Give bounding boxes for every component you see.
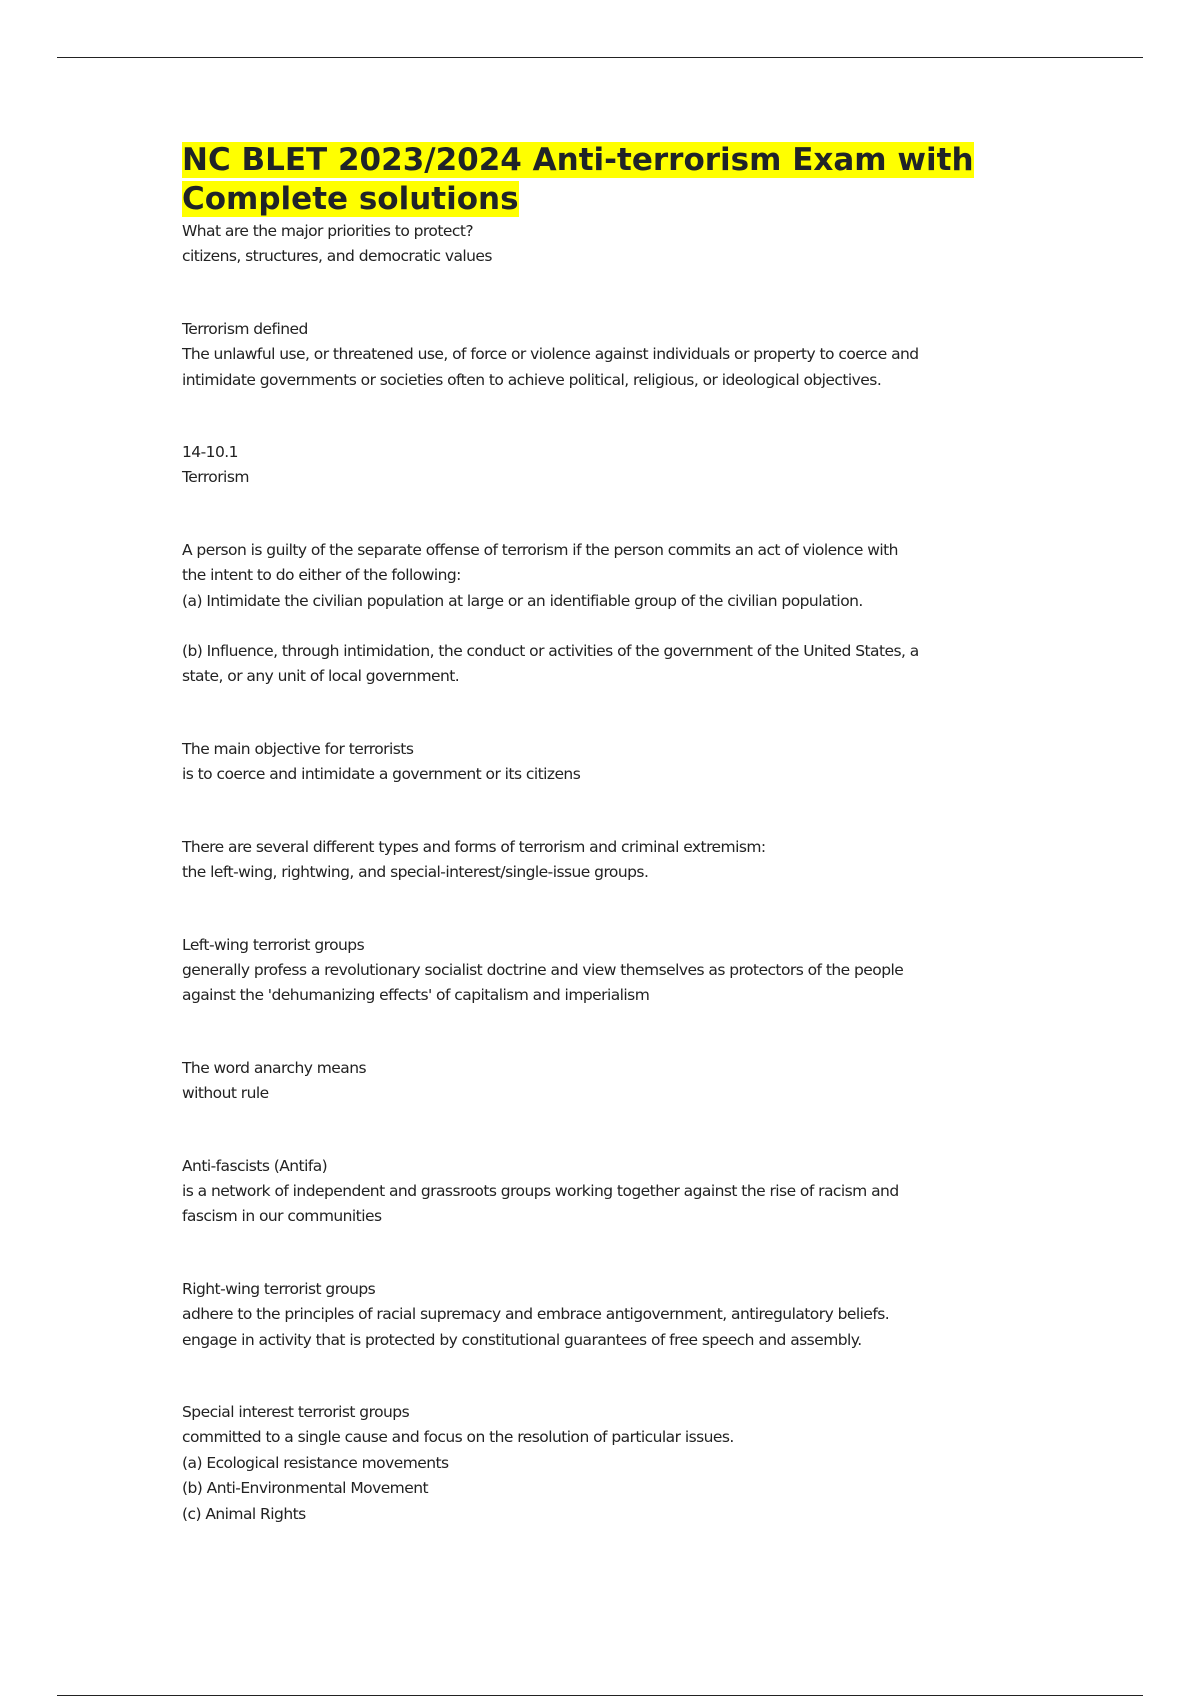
answer: adhere to the principles of racial supremacy and embrace antigovernment, antiregulatory beliefs. <box>182 1305 890 1324</box>
answer: the left-wing, rightwing, and special-interest/single-issue groups. <box>182 863 649 882</box>
answer: (b) Influence, through intimidation, the conduct or activities of the government of the United States, a <box>182 642 919 661</box>
question: Terrorism <box>182 468 249 487</box>
answer: state, or any unit of local government. <box>182 667 460 686</box>
answer: (b) Anti-Environmental Movement <box>182 1479 429 1498</box>
answer: generally profess a revolutionary socialist doctrine and view themselves as protectors of the people <box>182 960 904 979</box>
answer: intimidate governments or societies often to achieve political, religious, or ideological objectives. <box>182 370 882 389</box>
answer: the intent to do either of the following: <box>182 566 461 585</box>
question: Terrorism defined <box>182 319 308 338</box>
answer: fascism in our communities <box>182 1207 382 1226</box>
answer: The unlawful use, or threatened use, of force or violence against individuals or property to coerce and <box>182 345 919 364</box>
question: Left-wing terrorist groups <box>182 935 365 954</box>
answer: (a) Ecological resistance movements <box>182 1453 449 1472</box>
question: There are several different types and forms of terrorism and criminal extremism: <box>182 837 766 856</box>
header-rule <box>57 57 1143 58</box>
answer: against the 'dehumanizing effects' of capitalism and imperialism <box>182 986 650 1005</box>
answer: without rule <box>182 1084 269 1103</box>
answer: citizens, structures, and democratic values <box>182 247 492 266</box>
answer: (c) Animal Rights <box>182 1504 306 1523</box>
question: What are the major priorities to protect? <box>182 222 474 240</box>
qa-list <box>182 219 1022 1527</box>
question: The word anarchy means <box>182 1058 367 1077</box>
question: Anti-fascists (Antifa) <box>182 1156 328 1175</box>
footer-rule <box>57 1695 1143 1696</box>
answer: A person is guilty of the separate offense of terrorism if the person commits an act of violence with <box>182 540 898 559</box>
title-line-2: Complete solutions <box>182 181 519 217</box>
answer: is to coerce and intimidate a government or its citizens <box>182 765 581 784</box>
document-body <box>182 141 1022 1527</box>
question: Right-wing terrorist groups <box>182 1279 376 1298</box>
answer: (a) Intimidate the civilian population at large or an identifiable group of the civilian population. <box>182 591 863 610</box>
answer: is a network of independent and grassroots groups working together against the rise of racism and <box>182 1181 899 1200</box>
question: The main objective for terrorists <box>182 739 414 758</box>
document-title <box>182 141 1022 219</box>
answer: engage in activity that is protected by constitutional guarantees of free speech and assembly. <box>182 1330 862 1349</box>
answer: committed to a single cause and focus on the resolution of particular issues. <box>182 1428 734 1447</box>
question: 14-10.1 <box>182 443 238 462</box>
question: Special interest terrorist groups <box>182 1402 410 1421</box>
title-line-1: NC BLET 2023/2024 Anti-terrorism Exam with <box>182 142 974 178</box>
